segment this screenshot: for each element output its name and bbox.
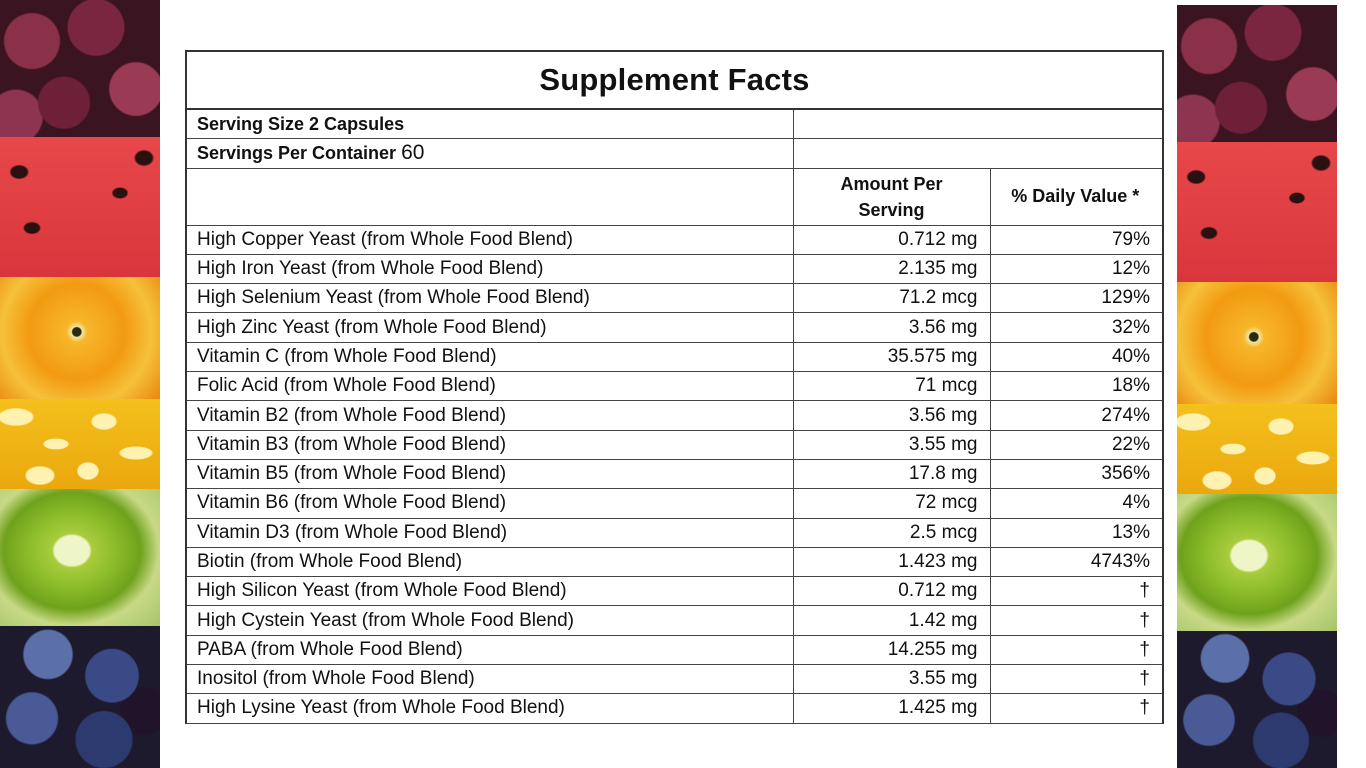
nutrient-name: Inositol (from Whole Food Blend)	[187, 665, 793, 694]
orange-image	[0, 277, 160, 399]
nutrient-name: High Iron Yeast (from Whole Food Blend)	[187, 254, 793, 283]
table-row	[187, 459, 1162, 488]
blueberries-image	[1177, 631, 1337, 768]
nutrient-amount: 1.423 mg	[793, 547, 990, 576]
table-row	[187, 577, 1162, 606]
kiwi-image	[1177, 494, 1337, 631]
nutrient-amount: 72 mcg	[793, 489, 990, 518]
nutrient-name: Vitamin D3 (from Whole Food Blend)	[187, 518, 793, 547]
nutrient-amount: 35.575 mg	[793, 342, 990, 371]
table-row	[187, 547, 1162, 576]
grapes-image	[0, 0, 160, 137]
nutrient-name: High Selenium Yeast (from Whole Food Blend)	[187, 284, 793, 313]
nutrient-daily-value: †	[990, 665, 1162, 694]
nutrient-amount: 3.56 mg	[793, 401, 990, 430]
table-row	[187, 313, 1162, 342]
nutrient-daily-value: †	[990, 577, 1162, 606]
table-row	[187, 284, 1162, 313]
nutrient-name: Vitamin B3 (from Whole Food Blend)	[187, 430, 793, 459]
nutrient-amount: 1.425 mg	[793, 694, 990, 723]
nutrient-amount: 0.712 mg	[793, 577, 990, 606]
nutrient-name: PABA (from Whole Food Blend)	[187, 635, 793, 664]
table-row	[187, 489, 1162, 518]
servings-per-container-value: 60	[401, 141, 425, 165]
table-row	[187, 694, 1162, 723]
nutrient-daily-value: †	[990, 606, 1162, 635]
table-row	[187, 254, 1162, 283]
nutrient-name: High Lysine Yeast (from Whole Food Blend)	[187, 694, 793, 723]
nutrient-daily-value: †	[990, 694, 1162, 723]
nutrient-amount: 3.55 mg	[793, 430, 990, 459]
nutrient-name: Vitamin B2 (from Whole Food Blend)	[187, 401, 793, 430]
nutrient-amount: 3.56 mg	[793, 313, 990, 342]
nutrient-name: High Cystein Yeast (from Whole Food Blend)	[187, 606, 793, 635]
header-blank	[187, 168, 793, 225]
nutrient-daily-value: 22%	[990, 430, 1162, 459]
supplement-facts-panel	[185, 50, 1164, 724]
servings-per-container-label: Servings Per Container	[197, 143, 397, 164]
table-row	[187, 372, 1162, 401]
nutrient-amount: 14.255 mg	[793, 635, 990, 664]
watermelon-image	[0, 137, 160, 277]
nutrient-daily-value: 356%	[990, 459, 1162, 488]
nutrient-amount: 2.135 mg	[793, 254, 990, 283]
orange-image	[1177, 282, 1337, 404]
table-row	[187, 225, 1162, 254]
header-daily-value: % Daily Value *	[990, 168, 1162, 225]
nutrient-daily-value: 12%	[990, 254, 1162, 283]
servings-per-container-row	[187, 139, 1162, 168]
nutrient-daily-value: 79%	[990, 225, 1162, 254]
table-row	[187, 401, 1162, 430]
nutrient-name: Vitamin B6 (from Whole Food Blend)	[187, 489, 793, 518]
grapes-image	[1177, 5, 1337, 142]
nutrient-daily-value: 274%	[990, 401, 1162, 430]
nutrient-name: High Copper Yeast (from Whole Food Blend)	[187, 225, 793, 254]
facts-table	[187, 110, 1162, 724]
nutrient-name: Biotin (from Whole Food Blend)	[187, 547, 793, 576]
servings-per-container	[187, 139, 793, 168]
facts-title: Supplement Facts	[187, 52, 1162, 110]
nutrient-amount: 71.2 mcg	[793, 284, 990, 313]
table-row	[187, 665, 1162, 694]
nutrient-daily-value: 18%	[990, 372, 1162, 401]
nutrient-daily-value: 4%	[990, 489, 1162, 518]
corn-image	[0, 399, 160, 489]
nutrient-name: Vitamin B5 (from Whole Food Blend)	[187, 459, 793, 488]
servings-blank	[793, 139, 1162, 168]
nutrient-daily-value: 4743%	[990, 547, 1162, 576]
nutrient-daily-value: 13%	[990, 518, 1162, 547]
nutrient-name: Vitamin C (from Whole Food Blend)	[187, 342, 793, 371]
serving-size-row	[187, 110, 1162, 139]
header-amount: Amount Per Serving	[793, 168, 990, 225]
blueberries-image	[0, 626, 160, 768]
corn-image	[1177, 404, 1337, 494]
right-fruit-strip	[1177, 5, 1337, 768]
nutrient-name: Folic Acid (from Whole Food Blend)	[187, 372, 793, 401]
table-row	[187, 342, 1162, 371]
nutrient-daily-value: 40%	[990, 342, 1162, 371]
column-header-row	[187, 168, 1162, 225]
nutrient-amount: 2.5 mcg	[793, 518, 990, 547]
nutrient-amount: 71 mcg	[793, 372, 990, 401]
watermelon-image	[1177, 142, 1337, 282]
nutrient-name: High Silicon Yeast (from Whole Food Blend)	[187, 577, 793, 606]
table-row	[187, 635, 1162, 664]
nutrient-amount: 1.42 mg	[793, 606, 990, 635]
kiwi-image	[0, 489, 160, 626]
nutrient-daily-value: 129%	[990, 284, 1162, 313]
nutrient-amount: 3.55 mg	[793, 665, 990, 694]
nutrient-daily-value: †	[990, 635, 1162, 664]
serving-size-blank	[793, 110, 1162, 139]
nutrient-daily-value: 32%	[990, 313, 1162, 342]
table-row	[187, 606, 1162, 635]
nutrient-name: High Zinc Yeast (from Whole Food Blend)	[187, 313, 793, 342]
serving-size: Serving Size 2 Capsules	[187, 110, 793, 139]
nutrient-amount: 17.8 mg	[793, 459, 990, 488]
table-row	[187, 518, 1162, 547]
left-fruit-strip	[0, 0, 160, 768]
nutrient-amount: 0.712 mg	[793, 225, 990, 254]
table-row	[187, 430, 1162, 459]
